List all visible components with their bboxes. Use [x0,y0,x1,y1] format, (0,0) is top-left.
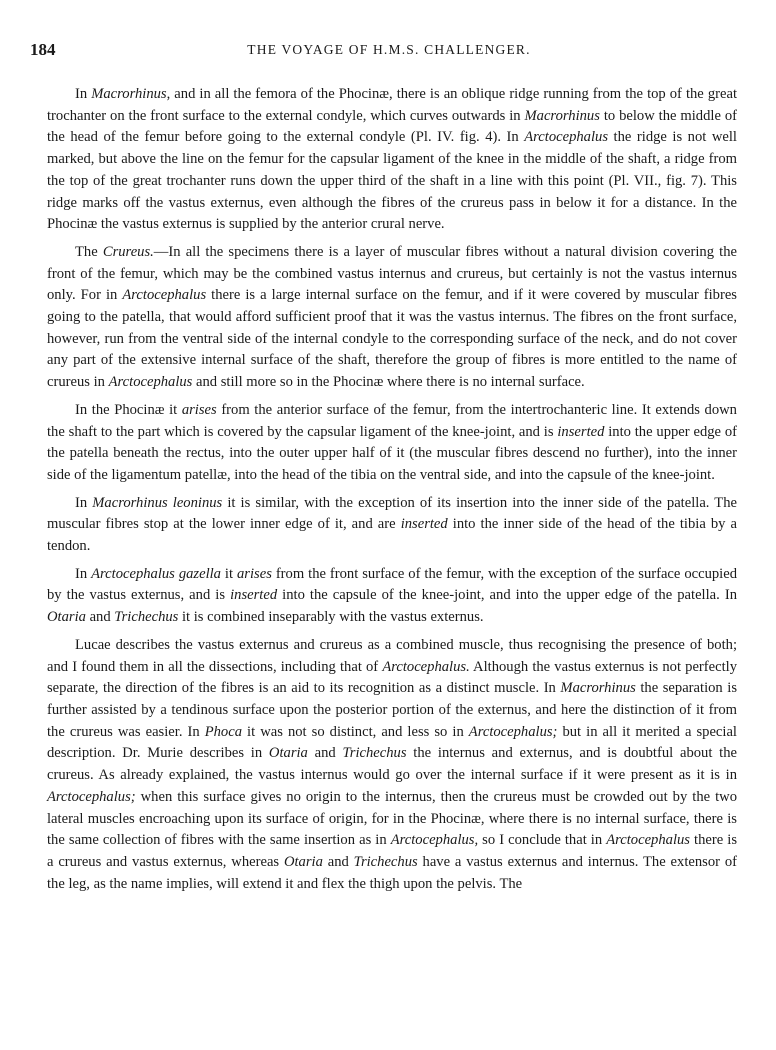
italic-term: Arctocephalus gazella [91,565,221,582]
italic-term: Arctocephalus [108,374,193,391]
text-run: so I conclude that in [478,832,607,849]
italic-term: inserted [557,423,605,440]
italic-term: Otaria [47,609,86,626]
italic-term: Macrorhinus [524,107,600,124]
text-run: from the anterior surface of the femur, from the intertrochanteric line. It extends down the shaft to the part which is covered by the capsular ligament of the knee-joint, and is [47,401,737,440]
italic-term: Arctocephalus [524,129,609,146]
italic-term: Macrorhinus [560,680,636,697]
text-run: it is combined inseparably with the vastus externus. [178,609,484,626]
text-run: into the inner side of the head of the tibia by a tendon. [47,516,737,555]
text-run: it is similar, with the exception of its insertion into the inner side of the patella. The muscular fibres stop at the lower inner edge of it, and are [47,494,737,533]
paragraph-vastus-externus-ridge [47,84,737,236]
italic-term: arises [181,401,217,418]
text-run: have a vastus externus and internus. The extensor of the leg, as the name implies, will extend it and flex the thigh upon the pelvis. The [47,853,737,892]
text-run: it was not so distinct, and less so in [242,723,469,740]
italic-term: Trichechus [114,609,179,626]
italic-term: inserted [400,516,448,533]
text-run: when this surface gives no origin to the internus, then the crureus must be crowded out by the two lateral muscles encroaching upon its surface of origin, for in the Phocinæ, where there is no internal surface, there is the same collection of fibres with the same insertion as in [47,788,737,849]
text-run: there is a large internal surface on the femur, and if it were covered by muscular fibres going to the patella, that would afford sufficient proof that it was the vastus internus. The fibres on the front surface, however, run from the ventral side of the internal condyle to the corresponding surface of the neck, and do not cover any part of the extensive internal surface of the shaft, therefore the group of fibres is more entitled to the name of crureus in [47,287,737,391]
italic-term: Arctocephalus; [47,788,136,805]
text-run: —In all the specimens there is a layer of muscular fibres without a natural division covering the front of the femur, which may be the combined vastus internus and crureus, but certainly is not the vastus internus only. For in [47,243,737,304]
italic-term: Arctocephalus. [382,658,470,675]
italic-term: Arctocephalus, [390,832,479,849]
text-run: the separation is further assisted by a tendinous surface upon the posterior portion of the externus, and here the distinction of it from the crureus was easier. In [47,680,737,740]
text-run: In [75,565,92,582]
body-text [47,84,737,901]
text-run: In the Phocinæ it [75,401,182,418]
text-run: , and in all the femora of the Phocinæ, there is an oblique ridge running from the top of the great trochanter on the front surface to the external condyle, which curves outwards in [47,86,737,124]
text-run: there is a crureus and vastus externus, whereas [47,832,737,870]
italic-term: Arctocephalus [606,832,690,849]
italic-term: arises [237,565,272,582]
text-run: to below the middle of the head of the femur before going to the external condyle (Pl. IV. fig. 4). In [47,107,737,146]
italic-term: Trichechus [342,745,407,762]
paragraph-arctocephalus-gazella [47,564,737,629]
italic-term: Arctocephalus; [468,723,558,740]
paragraph-lucae [47,635,737,895]
text-run: it [220,565,237,582]
running-title: THE VOYAGE OF H.M.S. CHALLENGER. [247,42,531,57]
page-number: 184 [30,40,56,59]
italic-term: inserted [230,587,278,604]
page-header [30,40,748,62]
italic-term: Phoca [204,723,243,740]
italic-term: Arctocephalus [122,287,207,304]
paragraph-macrorhinus-leoninus [47,493,737,558]
text-run: Although the vastus externus is not perfectly separate, the direction of the fibres is an aid to its recognition as a distinct muscle. In [47,658,738,697]
italic-term: Otaria [283,853,323,870]
text-run: into the upper edge of the patella beneath the rectus, into the outer upper half of it (the muscular fibres descend no further), into the inner side of the ligamentum patellæ, into the head of the tibia on the ventral side, and into the capsule of the knee-joint. [47,423,737,483]
text-run: In [75,86,92,102]
italic-term: Otaria [268,745,308,762]
text-run: The [75,243,103,260]
text-run: Lucae describes the vastus externus and crureus as a combined muscle, thus recognising the presence of both; and I found them in all the dissections, including that of [47,636,737,675]
text-run: from the front surface of the femur, with the exception of the surface occupied by the vastus externus, and is [47,565,738,604]
text-run: the ridge is not well marked, but above the line on the femur for the capsular ligament of the knee in the middle of the shaft, a ridge from the top of the great trochanter runs down the upper third of the shaft in a line with this point (Pl. VII., fig. 7). This ridge marks off the vastus externus, even although the fibres of the crureus pass in below it for a distance. In the Phocinæ the vastus externus is supplied by the anterior crural nerve. [47,129,737,233]
text-run: In [75,494,93,511]
paragraph-crureus [47,242,737,394]
italic-term: Crureus. [102,243,154,260]
italic-term: Trichechus [353,853,418,870]
text-run: and [322,853,354,870]
italic-term: Macrorhinus [91,86,167,102]
text-run: into the capsule of the knee-joint, and into the upper edge of the patella. In [277,587,737,604]
text-run: and still more so in the Phocinæ where there is no internal surface. [192,374,585,391]
text-run: the internus and externus, and is doubtful about the crureus. As already explained, the vastus internus would go over the internal surface if it were present as it is in [47,745,737,784]
text-run: and [85,609,115,626]
paragraph-phocinae-crureus [47,400,737,487]
italic-term: Macrorhinus leoninus [92,494,223,511]
text-run: but in all it merited a special description. Dr. Murie describes in [47,723,737,762]
text-run: and [307,745,343,762]
